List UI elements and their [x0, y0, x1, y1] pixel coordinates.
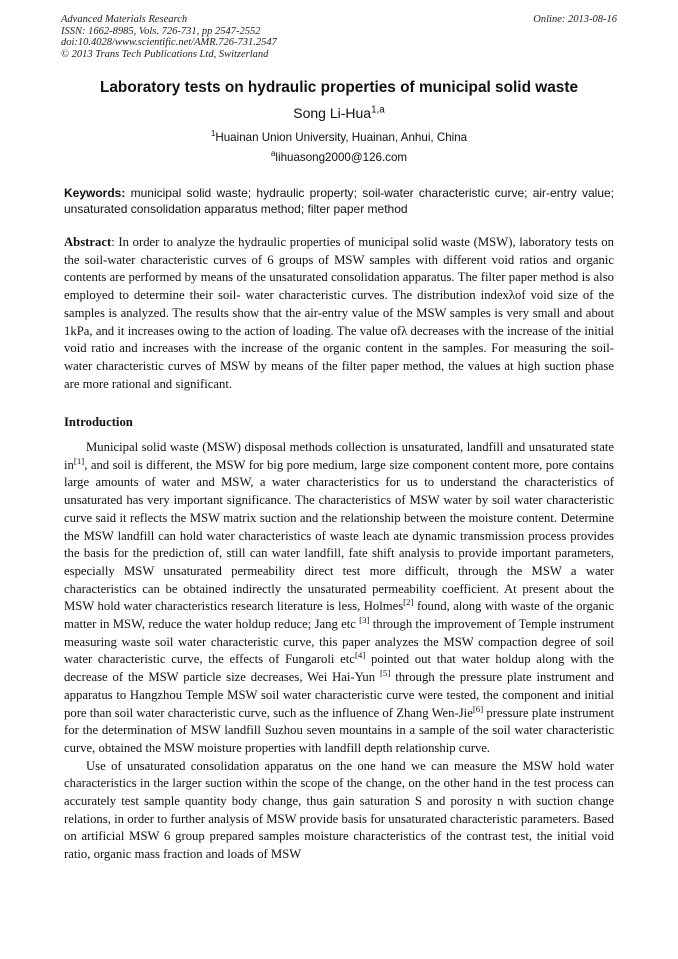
citation-ref-3: [3] — [359, 614, 370, 625]
paper-title: Laboratory tests on hydraulic properties of municipal solid waste — [99, 79, 579, 96]
intro-paragraph-2: Use of unsaturated consolidation apparatus on the one hand we can measure the MSW hold water characteristics in the larger suction within the scope of the change, on the other hand in the test process can accurately test sample quantity body change, thus gain saturation S and porosity n with suction change relations, in order to further analysis of MSW provide basis for unsaturated characteristic parameters. Based on artificial MSW 6 group prepared samples moisture characteristics of the contrast test, the initial void ratio, organic mass fraction and loads of MSW — [64, 758, 614, 862]
keywords-label: Keywords: — [64, 186, 126, 200]
email-superscript: a — [270, 149, 276, 159]
keywords-block — [64, 186, 614, 217]
intro-text: pointed out that water holdup along with the decrease of the MSW particle size decreases, Wei Hai-Yun — [64, 652, 614, 685]
author-superscript: 1,a — [371, 104, 385, 116]
abstract-block — [64, 234, 614, 393]
copyright-line: © 2013 Trans Tech Publications Ltd, Switzerland — [61, 48, 269, 60]
intro-text: through the pressure plate instrument and apparatus to Hangzhou Temple MSW soil water characteristic curve were tested, the component and initial pore than soil water characteristic curve, such as the influence of Zhang Wen-Jie — [64, 670, 614, 720]
journal-header — [61, 14, 617, 60]
author-name: Song Li-Hua — [293, 105, 372, 121]
affiliation-text: Huainan Union University, Huainan, Anhui, China — [215, 131, 468, 144]
issn-line: ISSN: 1662-8985, Vols. 726-731, pp 2547-2552 — [61, 25, 261, 37]
affiliation-superscript: 1 — [210, 129, 216, 139]
citation-ref-6: [6] — [472, 703, 484, 714]
doi-line: doi:10.4028/www.scientific.net/AMR.726-731.2547 — [61, 37, 277, 48]
email-text: lihuasong2000@126.com — [275, 151, 408, 164]
intro-text: Municipal solid waste (MSW) disposal methods collection is unsaturated, landfill and unsaturated state in — [64, 440, 614, 472]
intro-text: , and soil is different, the MSW for big pore medium, large size component content more, pore contains large amounts of water and MSW, a water characteristics for us to understand the characteristics of unsaturated has very important significance. The characteristics of MSW water by soil water characteristic curve said it reflects the MSW matrix suction and the relationship between the moisture content. Determine the MSW landfill can hold water characteristics of waste leach ate dynamic transmission process provides the basis for the prediction of, still can water landfill, fate shift analysis to provide important parameters, especially MSW unsaturated permeability direct test more difficult, through the MSW a water characteristics can be obtained indirectly the unsaturated permeability coefficient. At present about the MSW hold water characteristics research literature is less, Holmes — [64, 457, 614, 614]
introduction-body — [64, 439, 614, 864]
citation-ref-5: [5] — [379, 667, 391, 678]
email-line — [60, 151, 618, 164]
citation-ref-2: [2] — [403, 597, 414, 608]
author-line — [60, 105, 618, 121]
citation-ref-4: [4] — [354, 650, 366, 661]
intro-text: through the improvement of Temple instrument measuring waste soil water characteristic curve, this paper analyzes the MSW compaction degree of soil water characteristic curve, the effects of Fungaroli etc — [64, 617, 615, 667]
abstract-text: : In order to analyze the hydraulic properties of municipal solid waste (MSW), laboratory tests on the soil-water characteristic curves of 6 groups of MSW samples with different void ratios and organic contents are performed by means of the unsaturated consolidation apparatus. The filter paper method is also employed to determine their soil- water characteristic curves. The distribution indexλof void size of the samples is analyzed. The results show that the air-entry value of the MSW samples is very small and about 1kPa, and it increases owing to the action of loading. The value ofλ decreases with the increase of the initial void ratio and increases with the increase of the organic content in the samples. For measuring the soil-water characteristic curves of MSW by means of the filter paper method, the values at high suction phase are more rational and significant. — [64, 235, 614, 391]
section-heading-introduction: Introduction — [64, 415, 133, 429]
online-date: Online: 2013-08-16 — [533, 14, 617, 25]
intro-paragraph-1 — [64, 439, 614, 758]
keywords-text: municipal solid waste; hydraulic property; soil-water characteristic curve; air-entry value; unsaturated consolidation apparatus method; filter paper method — [64, 186, 614, 216]
affiliation-line — [60, 131, 618, 144]
intro-text: found, along with waste of the organic matter in MSW, reduce the water holdup reduce; Jang etc — [64, 599, 614, 632]
intro-text: pressure plate instrument for the determination of MSW landfill Suzhou seven mountains in a sample of the soil water characteristic curve, obtained the MSW moisture properties with landfill depth relationship curve. — [64, 705, 614, 755]
abstract-label: Abstract — [64, 235, 112, 249]
journal-name: Advanced Materials Research — [61, 14, 188, 25]
citation-ref-1: [1] — [73, 455, 85, 466]
